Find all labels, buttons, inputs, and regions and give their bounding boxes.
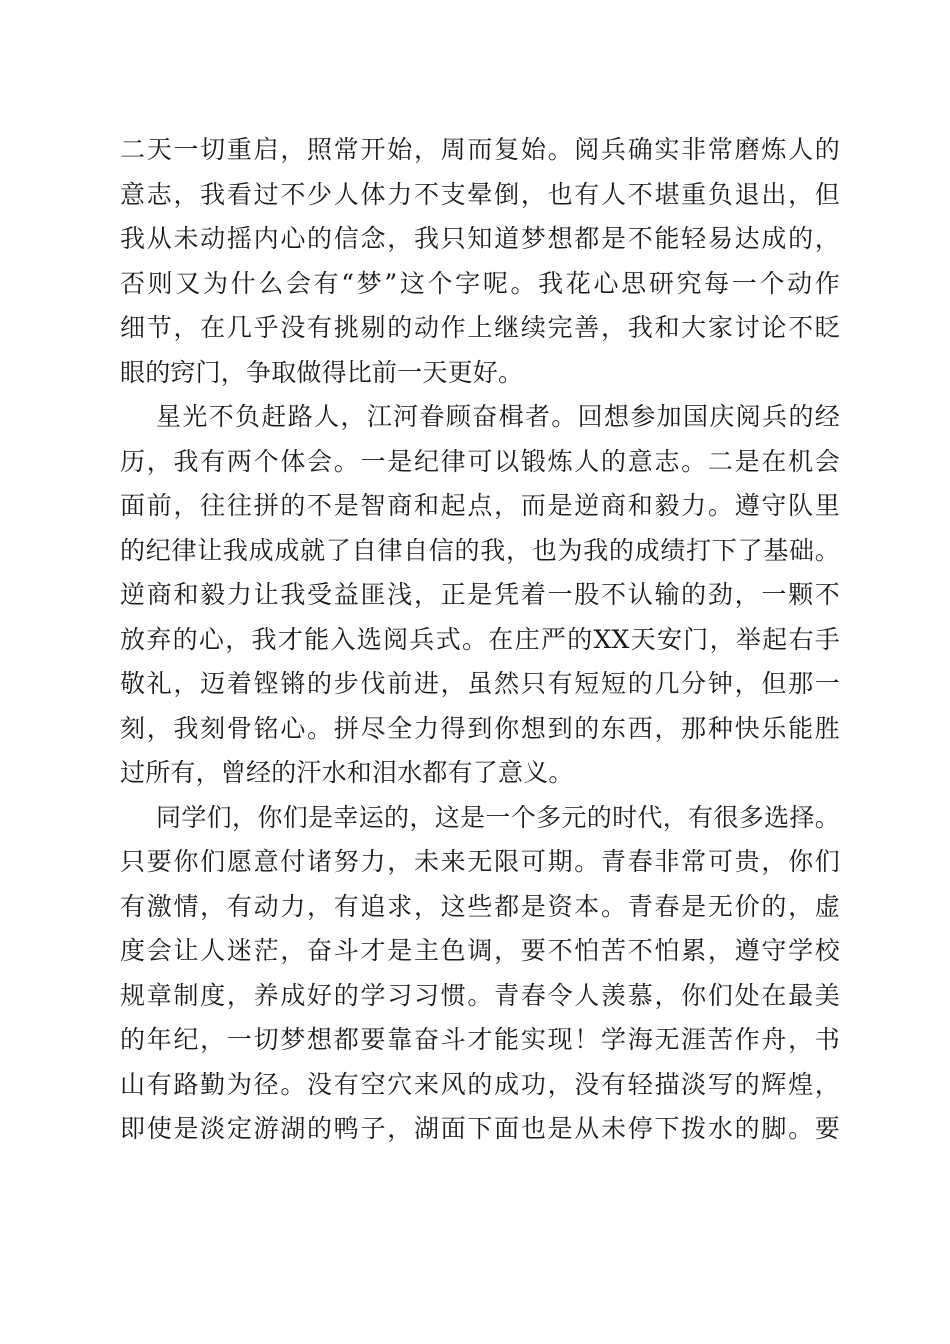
text-line: 过所有，曾经的汗水和泪水都有了意义。 — [120, 758, 574, 787]
paragraph-start-line: 同学们，你们是幸运的，这是一个多元的时代，有很多选择。 — [156, 802, 840, 832]
text-line: 敬礼，迈着铿锵的步伐前进，虽然只有短短的几分钟，但那一 — [120, 669, 840, 698]
text-line: 历，我有两个体会。一是纪律可以锻炼人的意志。二是在机会 — [120, 446, 840, 476]
text-line: 眼的窍门，争取做得比前一天更好。 — [120, 357, 524, 387]
text-line: 山有路勤为径。没有空穴来风的成功，没有轻描淡写的辉煌， — [120, 1069, 840, 1099]
text-line: 规章制度，养成好的学习习惯。青春令人羡慕，你们处在最美 — [120, 980, 840, 1010]
text-line: 的年纪，一切梦想都要靠奋斗才能实现！学海无涯苦作舟，书 — [120, 1025, 840, 1054]
text-line: 刻，我刻骨铭心。拼尽全力得到你想到的东西，那种快乐能胜 — [120, 713, 840, 743]
text-line: 即使是淡定游湖的鸭子，湖面下面也是从未停下拨水的脚。要 — [120, 1114, 840, 1143]
body-text — [120, 128, 840, 1152]
text-line: 我从未动摇内心的信念，我只知道梦想都是不能轻易达成的， — [120, 224, 840, 253]
text-line: 放弃的心，我才能入选阅兵式。在庄严的XX天安门，举起右手 — [120, 624, 840, 654]
text-line: 否则又为什么会有“梦”这个字呢。我花心思研究每一个动作 — [120, 268, 840, 298]
text-line: 二天一切重启，照常开始，周而复始。阅兵确实非常磨炼人的 — [120, 135, 840, 164]
text-line: 只要你们愿意付诸努力，未来无限可期。青春非常可贵，你们 — [120, 847, 840, 876]
text-line: 的纪律让我成成就了自律自信的我，也为我的成绩打下了基础。 — [120, 535, 840, 565]
text-line: 逆商和毅力让我受益匪浅，正是凭着一股不认输的劲，一颗不 — [120, 580, 840, 609]
paragraph-start-line: 星光不负赶路人，江河眷顾奋楫者。回想参加国庆阅兵的经 — [156, 402, 840, 431]
text-line: 有激情，有动力，有追求，这些都是资本。青春是无价的，虚 — [120, 891, 840, 921]
text-line: 意志，我看过不少人体力不支晕倒，也有人不堪重负退出，但 — [120, 179, 840, 209]
text-line: 面前，往往拼的不是智商和起点，而是逆商和毅力。遵守队里 — [120, 491, 840, 520]
text-line: 细节，在几乎没有挑剔的动作上继续完善，我和大家讨论不眨 — [120, 313, 840, 342]
text-line: 度会让人迷茫，奋斗才是主色调，要不怕苦不怕累，遵守学校 — [120, 936, 840, 965]
